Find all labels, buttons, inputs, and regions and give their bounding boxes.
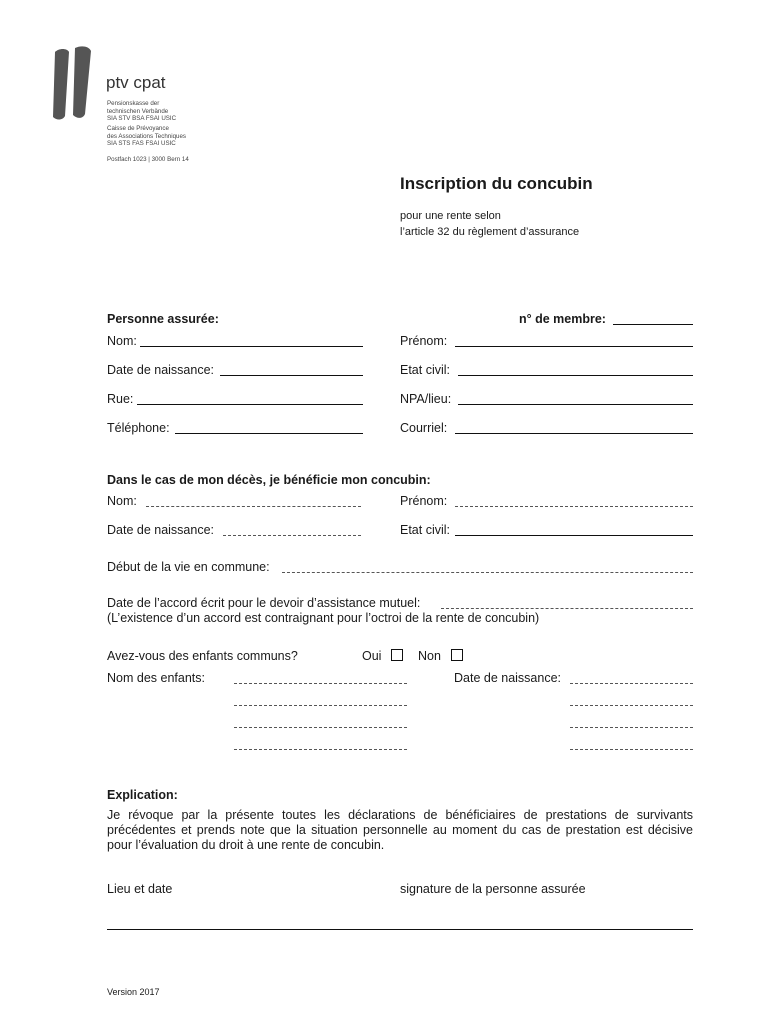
version-label: Version 2017: [107, 987, 160, 997]
non-checkbox[interactable]: [451, 649, 463, 661]
accord-label: Date de l’accord écrit pour le devoir d’assistance mutuel:: [107, 596, 421, 610]
partner-dob-label: Date de naissance:: [107, 523, 215, 537]
partner-nom-label: Nom:: [107, 494, 137, 508]
logo-line: technischen Verbände: [107, 107, 169, 115]
explication-heading: Explication:: [107, 788, 178, 802]
logo-line: SIA STS FAS FSAI USIC: [107, 140, 176, 148]
partner-prenom-field[interactable]: [455, 506, 693, 507]
explication-text: Je révoque par la présente toutes les déclarations de bénéficiaires de prestations de survivants précédentes et prends note que la situation personnelle au moment du cas de prestation est décisive pour l’évaluation du droit à une rente de concubin.: [107, 808, 693, 852]
logo-address: Postfach 1023 | 3000 Bern 14: [107, 156, 189, 163]
non-label: Non: [418, 649, 441, 663]
insured-rue-label: Rue:: [107, 392, 134, 406]
accord-field[interactable]: [441, 608, 693, 609]
member-number-label: n° de membre:: [519, 312, 606, 326]
insured-etat-label: Etat civil:: [400, 363, 451, 377]
logo-brand: ptv cpat: [106, 73, 166, 92]
signature-field[interactable]: [107, 929, 693, 930]
partner-prenom-label: Prénom:: [400, 494, 448, 508]
child-name-field[interactable]: [234, 705, 407, 706]
signature-label: signature de la personne assurée: [400, 882, 586, 896]
partner-dob-field[interactable]: [223, 535, 361, 536]
partner-nom-field[interactable]: [146, 506, 361, 507]
debut-field[interactable]: [282, 572, 693, 573]
logo-line: Caisse de Prévoyance: [107, 125, 169, 132]
insured-courriel-field[interactable]: [455, 433, 693, 434]
children-dob-label: Date de naissance:: [454, 671, 562, 685]
child-dob-field[interactable]: [570, 683, 693, 684]
insured-courriel-label: Courriel:: [400, 421, 448, 435]
oui-label: Oui: [362, 649, 382, 663]
child-dob-field[interactable]: [570, 749, 693, 750]
child-dob-field[interactable]: [570, 705, 693, 706]
insured-etat-field[interactable]: [458, 375, 693, 376]
insured-npa-field[interactable]: [458, 404, 693, 405]
child-name-field[interactable]: [234, 749, 407, 750]
accord-note: (L’existence d’un accord est contraignant pour l’octroi de la rente de concubin): [107, 611, 540, 625]
children-names-label: Nom des enfants:: [107, 671, 205, 685]
insured-prenom-field[interactable]: [455, 346, 693, 347]
child-name-field[interactable]: [234, 683, 407, 684]
insured-dob-label: Date de naissance:: [107, 363, 215, 377]
insured-tel-label: Téléphone:: [107, 421, 170, 435]
insured-rue-field[interactable]: [137, 404, 363, 405]
oui-checkbox[interactable]: [391, 649, 403, 661]
insured-nom-field[interactable]: [140, 346, 363, 347]
children-question: Avez-vous des enfants communs?: [107, 649, 298, 663]
logo: [45, 44, 205, 174]
logo-line: Pensionskasse der: [107, 100, 160, 107]
member-number-field[interactable]: [613, 324, 693, 325]
page-title: Inscription du concubin: [400, 174, 593, 193]
insured-heading: Personne assurée:: [107, 312, 219, 326]
insured-nom-label: Nom:: [107, 334, 137, 348]
logo-mark-icon: [45, 44, 103, 124]
debut-label: Début de la vie en commune:: [107, 560, 270, 574]
insured-dob-field[interactable]: [220, 375, 363, 376]
subtitle: pour une rente selon: [400, 210, 501, 222]
partner-heading: Dans le cas de mon décès, je bénéficie mon concubin:: [107, 473, 431, 487]
insured-tel-field[interactable]: [175, 433, 363, 434]
logo-line: SIA STV BSA FSAI USIC: [107, 115, 177, 123]
subtitle: l’article 32 du règlement d’assurance: [400, 226, 580, 238]
child-name-field[interactable]: [234, 727, 407, 728]
partner-etat-label: Etat civil:: [400, 523, 451, 537]
insured-prenom-label: Prénom:: [400, 334, 448, 348]
partner-etat-field[interactable]: [455, 535, 693, 536]
logo-line: des Associations Techniques: [107, 132, 186, 140]
insured-npa-label: NPA/lieu:: [400, 392, 452, 406]
place-date-label: Lieu et date: [107, 882, 173, 896]
child-dob-field[interactable]: [570, 727, 693, 728]
